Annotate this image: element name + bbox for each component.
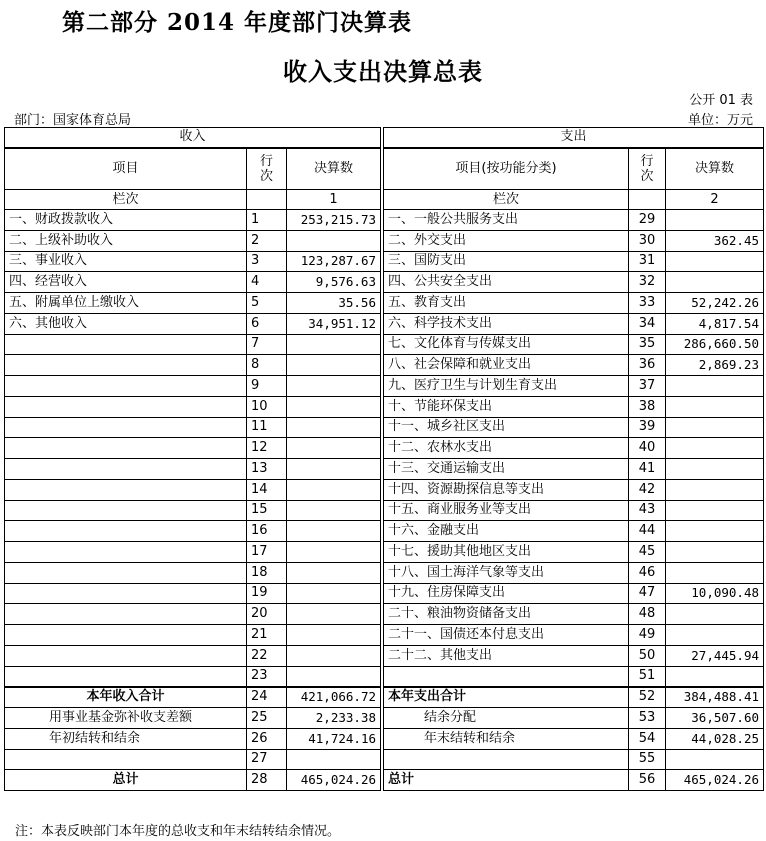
income-line-number: 15 [247, 500, 287, 521]
expenditure-amount [666, 251, 764, 272]
column-header-row [5, 148, 764, 190]
expenditure-amount: 362.45 [666, 230, 764, 251]
expenditure-total-amount: 384,488.41 [666, 687, 764, 708]
income-amount: 34,951.12 [287, 313, 381, 334]
income-amount: 35.56 [287, 293, 381, 314]
expenditure-amount-header: 决算数 [666, 148, 764, 190]
income-item [5, 542, 247, 563]
income-item [5, 604, 247, 625]
expenditure-item: 十一、城乡社区支出 [384, 417, 629, 438]
table-row [5, 521, 764, 542]
expenditure-item: 九、医疗卫生与计划生育支出 [384, 376, 629, 397]
surplus-distribution-label: 结余分配 [384, 708, 629, 729]
expenditure-line-number: 39 [629, 417, 666, 438]
table-row [5, 438, 764, 459]
expenditure-amount [666, 521, 764, 542]
expenditure-amount: 52,242.26 [666, 293, 764, 314]
blank-expenditure-line: 55 [629, 749, 666, 770]
income-line-number: 8 [247, 355, 287, 376]
income-column-index-label: 栏次 [5, 190, 247, 210]
expenditure-item: 七、文化体育与传媒支出 [384, 334, 629, 355]
income-amount [287, 542, 381, 563]
expenditure-item: 八、社会保障和就业支出 [384, 355, 629, 376]
expenditure-line-number: 29 [629, 210, 666, 231]
form-number: 公开 01 表 [689, 93, 753, 108]
income-line-number: 16 [247, 521, 287, 542]
expenditure-amount [666, 272, 764, 293]
table-row [5, 562, 764, 583]
income-amount [287, 417, 381, 438]
table-row [5, 479, 764, 500]
income-amount [287, 479, 381, 500]
income-line-number: 9 [247, 376, 287, 397]
table-row [5, 396, 764, 417]
expenditure-amount [666, 417, 764, 438]
income-item [5, 521, 247, 542]
blank-expenditure-amount [666, 749, 764, 770]
expenditure-amount [666, 479, 764, 500]
table-row [5, 355, 764, 376]
expenditure-line-number: 41 [629, 459, 666, 480]
income-line-number: 14 [247, 479, 287, 500]
part-title: 第二部分 2014 年度部门决算表 [62, 9, 413, 36]
expenditure-line-number: 40 [629, 438, 666, 459]
beginning-balance-amount: 41,724.16 [287, 728, 381, 749]
expenditure-total-label: 本年支出合计 [384, 687, 629, 708]
income-item [5, 666, 247, 687]
table-row [5, 334, 764, 355]
expenditure-line-number: 44 [629, 521, 666, 542]
income-amount [287, 666, 381, 687]
table-row [5, 583, 764, 604]
income-item [5, 334, 247, 355]
blank-income-label [5, 749, 247, 770]
income-line-number: 1 [247, 210, 287, 231]
expenditure-item: 二十、粮油物资储备支出 [384, 604, 629, 625]
income-line-number: 2 [247, 230, 287, 251]
income-item-header: 项目 [5, 148, 247, 190]
expenditure-line-index [629, 190, 666, 210]
income-item [5, 583, 247, 604]
expenditure-item: 十、节能环保支出 [384, 396, 629, 417]
income-amount: 123,287.67 [287, 251, 381, 272]
income-item [5, 396, 247, 417]
expenditure-amount: 4,817.54 [666, 313, 764, 334]
expenditure-line-number: 42 [629, 479, 666, 500]
income-amount-index: 1 [287, 190, 381, 210]
expenditure-item: 十三、交通运输支出 [384, 459, 629, 480]
expenditure-amount-index: 2 [666, 190, 764, 210]
expenditure-line-header-text: 行次 [640, 153, 654, 184]
expenditure-amount [666, 396, 764, 417]
table-row [5, 666, 764, 687]
income-line-number: 19 [247, 583, 287, 604]
section-header-row [5, 128, 764, 148]
blank-row [5, 749, 764, 770]
ending-balance-amount: 44,028.25 [666, 728, 764, 749]
income-line-number: 18 [247, 562, 287, 583]
blank-income-line: 27 [247, 749, 287, 770]
grand-total-income-label: 总计 [5, 770, 247, 791]
income-item: 三、事业收入 [5, 251, 247, 272]
expenditure-line-number: 47 [629, 583, 666, 604]
footnote: 注：本表反映部门本年度的总收支和年末结转结余情况。 [15, 824, 341, 839]
ending-balance-line: 54 [629, 728, 666, 749]
expenditure-section-header: 支出 [384, 128, 764, 148]
table-row [5, 625, 764, 646]
expenditure-item [384, 666, 629, 687]
table-row [5, 459, 764, 480]
table-row [5, 417, 764, 438]
blank-income-amount [287, 749, 381, 770]
income-line-number: 21 [247, 625, 287, 646]
income-item [5, 417, 247, 438]
income-item: 四、经营收入 [5, 272, 247, 293]
table-row [5, 500, 764, 521]
income-line-header [247, 148, 287, 190]
table-row [5, 293, 764, 314]
expenditure-item: 十九、住房保障支出 [384, 583, 629, 604]
page-title: 收入支出决算总表 [283, 57, 483, 86]
income-line-number: 5 [247, 293, 287, 314]
expenditure-amount: 10,090.48 [666, 583, 764, 604]
grand-total-income-line: 28 [247, 770, 287, 791]
budget-summary-table [4, 127, 764, 791]
expenditure-amount [666, 542, 764, 563]
expenditure-column-index-label: 栏次 [384, 190, 629, 210]
beginning-balance-line: 26 [247, 728, 287, 749]
income-item [5, 479, 247, 500]
fund-label: 用事业基金弥补收支差额 [5, 708, 247, 729]
table-row [5, 210, 764, 231]
income-amount [287, 562, 381, 583]
fund-line: 25 [247, 708, 287, 729]
income-line-index [247, 190, 287, 210]
income-amount [287, 625, 381, 646]
expenditure-line-number: 38 [629, 396, 666, 417]
income-item [5, 625, 247, 646]
expenditure-line-number: 51 [629, 666, 666, 687]
income-line-number: 6 [247, 313, 287, 334]
carryover-row [5, 728, 764, 749]
surplus-distribution-line: 53 [629, 708, 666, 729]
income-amount [287, 355, 381, 376]
income-amount [287, 500, 381, 521]
blank-expenditure-label [384, 749, 629, 770]
expenditure-amount [666, 500, 764, 521]
expenditure-amount [666, 666, 764, 687]
income-amount [287, 396, 381, 417]
income-total-amount: 421,066.72 [287, 687, 381, 708]
income-item [5, 562, 247, 583]
grand-total-expenditure-amount: 465,024.26 [666, 770, 764, 791]
expenditure-amount: 2,869.23 [666, 355, 764, 376]
expenditure-item: 十七、援助其他地区支出 [384, 542, 629, 563]
expenditure-item: 十六、金融支出 [384, 521, 629, 542]
expenditure-amount [666, 376, 764, 397]
income-item: 二、上级补助收入 [5, 230, 247, 251]
expenditure-item: 十五、商业服务业等支出 [384, 500, 629, 521]
income-amount [287, 376, 381, 397]
expenditure-line-number: 46 [629, 562, 666, 583]
expenditure-item: 二、外交支出 [384, 230, 629, 251]
ending-balance-label: 年末结转和结余 [384, 728, 629, 749]
income-line-number: 23 [247, 666, 287, 687]
income-item [5, 438, 247, 459]
income-line-number: 11 [247, 417, 287, 438]
table-row [5, 230, 764, 251]
income-amount [287, 459, 381, 480]
expenditure-line-number: 32 [629, 272, 666, 293]
income-line-number: 12 [247, 438, 287, 459]
expenditure-item-header: 项目(按功能分类) [384, 148, 629, 190]
table-row [5, 313, 764, 334]
expenditure-item: 三、国防支出 [384, 251, 629, 272]
income-amount [287, 334, 381, 355]
income-item [5, 500, 247, 521]
expenditure-item: 五、教育支出 [384, 293, 629, 314]
income-line-number: 10 [247, 396, 287, 417]
expenditure-line-number: 35 [629, 334, 666, 355]
table-row [5, 645, 764, 666]
expenditure-amount [666, 625, 764, 646]
table-row [5, 251, 764, 272]
income-line-number: 17 [247, 542, 287, 563]
expenditure-line-number: 34 [629, 313, 666, 334]
department-label: 部门：国家体育总局 [14, 113, 132, 128]
expenditure-amount [666, 210, 764, 231]
expenditure-line-number: 49 [629, 625, 666, 646]
grand-total-row [5, 770, 764, 791]
expenditure-item: 四、公共安全支出 [384, 272, 629, 293]
table-row [5, 542, 764, 563]
income-item [5, 645, 247, 666]
income-amount [287, 583, 381, 604]
income-amount [287, 521, 381, 542]
expenditure-line-header [629, 148, 666, 190]
expenditure-amount [666, 604, 764, 625]
income-amount [287, 438, 381, 459]
grand-total-income-amount: 465,024.26 [287, 770, 381, 791]
income-line-number: 7 [247, 334, 287, 355]
expenditure-amount [666, 459, 764, 480]
income-amount [287, 645, 381, 666]
column-index-row [5, 190, 764, 210]
fund-amount: 2,233.38 [287, 708, 381, 729]
grand-total-expenditure-label: 总计 [384, 770, 629, 791]
income-amount: 9,576.63 [287, 272, 381, 293]
expenditure-line-number: 36 [629, 355, 666, 376]
expenditure-amount [666, 562, 764, 583]
income-line-number: 20 [247, 604, 287, 625]
expenditure-line-number: 43 [629, 500, 666, 521]
expenditure-line-number: 30 [629, 230, 666, 251]
expenditure-item: 十二、农林水支出 [384, 438, 629, 459]
expenditure-line-number: 45 [629, 542, 666, 563]
expenditure-amount [666, 438, 764, 459]
expenditure-line-number: 33 [629, 293, 666, 314]
beginning-balance-label: 年初结转和结余 [5, 728, 247, 749]
income-item [5, 376, 247, 397]
income-line-header-text: 行次 [259, 153, 273, 184]
income-line-number: 22 [247, 645, 287, 666]
grand-total-expenditure-line: 56 [629, 770, 666, 791]
expenditure-total-line: 52 [629, 687, 666, 708]
expenditure-item: 十四、资源勘探信息等支出 [384, 479, 629, 500]
income-total-label: 本年收入合计 [5, 687, 247, 708]
income-line-number: 13 [247, 459, 287, 480]
expenditure-line-number: 48 [629, 604, 666, 625]
income-amount-header: 决算数 [287, 148, 381, 190]
income-line-number: 3 [247, 251, 287, 272]
expenditure-amount: 286,660.50 [666, 334, 764, 355]
unit-label: 单位：万元 [687, 113, 753, 128]
income-amount [287, 604, 381, 625]
table-row [5, 272, 764, 293]
expenditure-item: 六、科学技术支出 [384, 313, 629, 334]
income-item [5, 355, 247, 376]
expenditure-item: 二十一、国债还本付息支出 [384, 625, 629, 646]
income-section-header: 收入 [5, 128, 381, 148]
expenditure-amount: 27,445.94 [666, 645, 764, 666]
income-item: 五、附属单位上缴收入 [5, 293, 247, 314]
annual-total-row [5, 687, 764, 708]
expenditure-line-number: 37 [629, 376, 666, 397]
income-amount: 253,215.73 [287, 210, 381, 231]
expenditure-line-number: 31 [629, 251, 666, 272]
income-item: 一、财政拨款收入 [5, 210, 247, 231]
expenditure-line-number: 50 [629, 645, 666, 666]
expenditure-item: 十八、国土海洋气象等支出 [384, 562, 629, 583]
fund-row [5, 708, 764, 729]
income-total-line: 24 [247, 687, 287, 708]
income-item: 六、其他收入 [5, 313, 247, 334]
expenditure-item: 二十二、其他支出 [384, 645, 629, 666]
income-item [5, 459, 247, 480]
income-line-number: 4 [247, 272, 287, 293]
table-row [5, 376, 764, 397]
surplus-distribution-amount: 36,507.60 [666, 708, 764, 729]
income-amount [287, 230, 381, 251]
table-row [5, 604, 764, 625]
expenditure-item: 一、一般公共服务支出 [384, 210, 629, 231]
